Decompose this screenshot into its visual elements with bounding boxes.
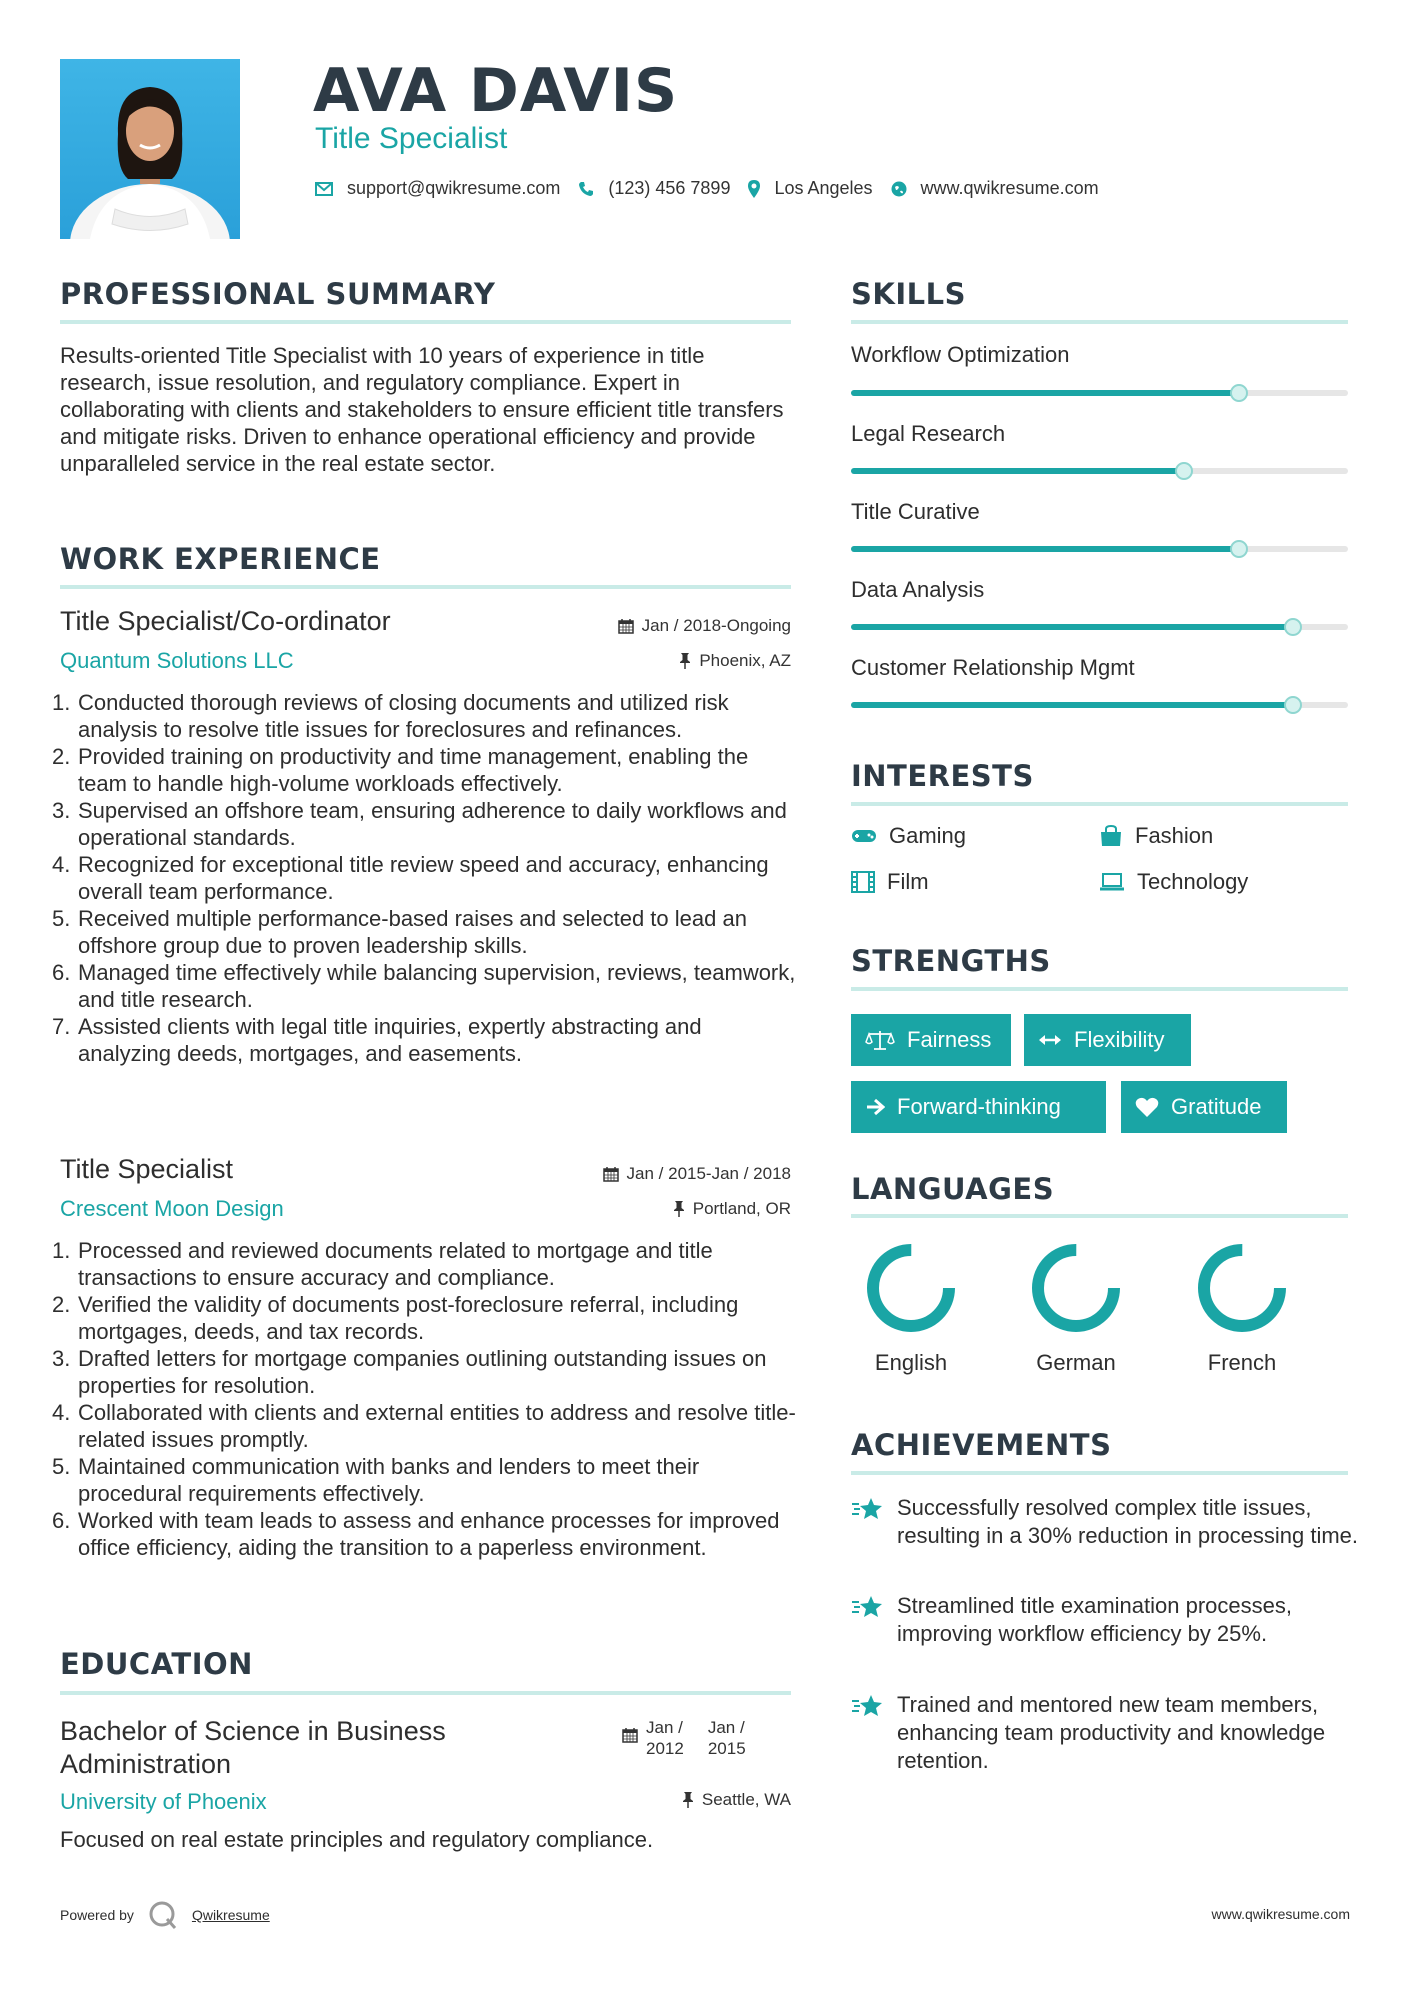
globe-icon (891, 181, 907, 197)
languages-heading: LANGUAGES (851, 1172, 1055, 1206)
calendar-icon (603, 1166, 619, 1182)
list-item: 3. Drafted letters for mortgage companies outlining outstanding issues on properties for resolution. (52, 1346, 767, 1398)
language-gauge-arc (1038, 1250, 1114, 1326)
interest-item (851, 869, 929, 895)
achievements-divider (851, 1471, 1348, 1475)
education-school[interactable]: University of Phoenix (60, 1789, 267, 1814)
list-item: 3. Supervised an offshore team, ensuring adherence to daily workflows and operational standards. (52, 798, 787, 850)
pushpin-icon (682, 1792, 694, 1808)
bullet-text: Assisted clients with legal title inquiries, expertly abstracting and analyzing deeds, mortgages, and easements. (78, 1014, 702, 1066)
list-item: 4. Recognized for exceptional title review speed and accuracy, enhancing overall team performance. (52, 852, 769, 904)
phone-icon (578, 181, 594, 197)
languages-divider (851, 1214, 1348, 1218)
summary-divider (60, 320, 791, 324)
job-company[interactable]: Crescent Moon Design (60, 1196, 284, 1221)
bullet-text: Recognized for exceptional title review speed and accuracy, enhancing overall team performance. (78, 852, 769, 904)
bullet-text: Worked with team leads to assess and enhance processes for improved office efficiency, aiding the transition to a paperless environment. (78, 1508, 780, 1560)
heart-icon (1135, 1096, 1159, 1118)
achievement-text: Successfully resolved complex title issues, resulting in a 30% reduction in processing time. (897, 1495, 1359, 1548)
job-dates-text: Jan / 2018-Ongoing (641, 616, 791, 635)
language-label: French (1207, 1350, 1277, 1375)
job-location-text: Phoenix, AZ (699, 651, 791, 670)
shooting-star-icon (851, 1496, 883, 1522)
map-pin-icon (748, 180, 760, 198)
bullet-text: Provided training on productivity and time management, enabling the team to handle high-volume workloads effectively. (78, 744, 749, 796)
pushpin-icon (673, 1201, 685, 1217)
interests-heading: INTERESTS (851, 759, 1034, 793)
education-location (682, 1790, 791, 1810)
location-text: Los Angeles (774, 178, 873, 198)
interest-item (851, 823, 966, 849)
degree-line-1: Bachelor of Science in Business (60, 1716, 446, 1746)
contact-website[interactable] (891, 178, 1099, 199)
skill-bar-fill (851, 390, 1239, 396)
phone-text: (123) 456 7899 (608, 178, 731, 198)
experience-heading: WORK EXPERIENCE (60, 542, 381, 576)
skill-bar-knob (1284, 696, 1302, 714)
list-item: 2. Provided training on productivity and time management, enabling the team to handle high-volume workloads effectively. (52, 744, 749, 796)
strengths-divider (851, 987, 1348, 991)
qwikresume-logo-icon (148, 1900, 178, 1930)
strength-label: Flexibility (1074, 1027, 1165, 1052)
strength-badge (851, 1081, 1106, 1133)
bullet-text: Conducted thorough reviews of closing documents and utilized risk analysis to resolve title issues for foreclosures and refinances. (78, 690, 729, 742)
skill-bar-knob (1284, 618, 1302, 636)
language-gauge-arc (1204, 1250, 1280, 1326)
skill-label: Data Analysis (851, 577, 985, 602)
strength-badge (1121, 1081, 1287, 1133)
skill-bar-knob (1230, 384, 1248, 402)
skill-bar-fill (851, 546, 1239, 552)
education-start (646, 1717, 684, 1759)
job-bullets (52, 689, 800, 1067)
education-dates (622, 1717, 746, 1759)
list-item: 6. Worked with team leads to assess and enhance processes for improved office efficiency, aiding the transition to a paperless environment. (52, 1508, 780, 1560)
skill-bar (851, 468, 1348, 474)
calendar-icon (618, 618, 634, 634)
achievement-text: Streamlined title examination processes, improving workflow efficiency by 25%. (897, 1593, 1292, 1646)
job-location (673, 1199, 791, 1219)
interest-label: Technology (1137, 869, 1249, 894)
powered-by-text: Powered by (60, 1907, 134, 1923)
list-item: 7. Assisted clients with legal title inquiries, expertly abstracting and analyzing deeds, mortgages, and easements. (52, 1014, 702, 1066)
contact-bar (315, 178, 1117, 199)
shopping-bag-icon (1099, 825, 1123, 847)
job-company[interactable]: Quantum Solutions LLC (60, 648, 294, 673)
bullet-text: Drafted letters for mortgage companies outlining outstanding issues on properties for resolution. (78, 1346, 767, 1398)
list-item: 1. Conducted thorough reviews of closing documents and utilized risk analysis to resolve title issues for foreclosures and refinances. (52, 690, 729, 742)
envelope-icon (315, 182, 333, 196)
skill-bar-fill (851, 624, 1293, 630)
arrows-horizontal-icon (1038, 1033, 1062, 1047)
bullet-text: Verified the validity of documents post-foreclosure referral, including mortgages, deeds, and tax records. (78, 1292, 739, 1344)
strength-label: Forward-thinking (897, 1094, 1061, 1119)
skills-heading: SKILLS (851, 277, 966, 311)
language-item (1177, 1240, 1307, 1376)
achievement-item (851, 1691, 1361, 1775)
list-item: 5. Maintained communication with banks and lenders to meet their procedural requirements effectively. (52, 1454, 700, 1506)
language-label: English (874, 1350, 948, 1375)
interest-item (1099, 823, 1213, 849)
language-gauge (863, 1240, 959, 1336)
website-text: www.qwikresume.com (920, 178, 1099, 198)
achievement-text: Trained and mentored new team members, enhancing team productivity and knowledge retention. (897, 1692, 1326, 1773)
achievements-heading: ACHIEVEMENTS (851, 1428, 1112, 1462)
bullet-text: Maintained communication with banks and lenders to meet their procedural requirements effectively. (78, 1454, 700, 1506)
skill-label: Legal Research (851, 421, 1006, 446)
contact-location (748, 178, 872, 199)
list-item: 1. Processed and reviewed documents related to mortgage and title transactions to ensure accuracy and compliance. (52, 1238, 713, 1290)
language-label: German (1036, 1350, 1116, 1375)
education-divider (60, 1691, 791, 1695)
email-text: support@qwikresume.com (347, 178, 561, 198)
education-end (708, 1717, 746, 1759)
skill-bar (851, 702, 1348, 708)
balance-scale-icon (865, 1029, 895, 1051)
contact-email[interactable] (315, 178, 560, 199)
language-gauge (1194, 1240, 1290, 1336)
profile-photo (60, 59, 240, 239)
education-heading: EDUCATION (60, 1647, 253, 1681)
skill-label: Title Curative (851, 499, 980, 524)
strength-badge (851, 1014, 1011, 1066)
list-item: 5. Received multiple performance-based raises and selected to lead an offshore group due to proven leadership skills. (52, 906, 747, 958)
skill-bar (851, 390, 1348, 396)
skill-bar-knob (1175, 462, 1193, 480)
interest-item (1099, 869, 1248, 895)
achievement-item (851, 1494, 1361, 1550)
strength-label: Gratitude (1171, 1094, 1262, 1119)
job-location-text: Portland, OR (692, 1199, 791, 1218)
bullet-text: Received multiple performance-based raises and selected to lead an offshore group due to proven leadership skills. (78, 906, 747, 958)
degree-title (60, 1715, 446, 1781)
achievement-item (851, 1592, 1361, 1648)
bullet-text: Collaborated with clients and external entities to address and resolve title-related issues promptly. (78, 1400, 796, 1452)
list-item: 2. Verified the validity of documents post-foreclosure referral, including mortgages, deeds, and tax records. (52, 1292, 739, 1344)
job-location (679, 651, 791, 671)
job-title: Title Specialist (60, 1154, 234, 1184)
bullet-text: Supervised an offshore team, ensuring adherence to daily workflows and operational standards. (78, 798, 787, 850)
interest-label: Fashion (1135, 823, 1214, 848)
interests-divider (851, 802, 1348, 806)
skill-label: Customer Relationship Mgmt (851, 655, 1135, 680)
strengths-heading: STRENGTHS (851, 944, 1051, 978)
footer-powered-by (60, 1900, 270, 1930)
skill-label: Workflow Optimization (851, 342, 1070, 367)
contact-phone[interactable] (578, 178, 730, 199)
candidate-title: Title Specialist (315, 122, 508, 155)
language-gauge-arc (873, 1250, 949, 1326)
shooting-star-icon (851, 1594, 883, 1620)
job-dates-text: Jan / 2015-Jan / 2018 (626, 1164, 791, 1183)
list-item: 4. Collaborated with clients and external entities to address and resolve title-related issues promptly. (52, 1400, 796, 1452)
brand-link[interactable]: Qwikresume (191, 1907, 270, 1923)
experience-divider (60, 585, 791, 589)
job-title: Title Specialist/Co-ordinator (60, 606, 391, 636)
education-note: Focused on real estate principles and regulatory compliance. (60, 1827, 654, 1852)
bullet-text: Managed time effectively while balancing supervision, reviews, teamwork, and title research. (78, 960, 796, 1012)
start-year: 2012 (646, 1739, 684, 1758)
interest-label: Gaming (889, 823, 967, 848)
interest-label: Film (887, 869, 929, 894)
skill-bar (851, 624, 1348, 630)
skills-divider (851, 320, 1348, 324)
education-location-text: Seattle, WA (701, 1790, 791, 1809)
gamepad-icon (851, 828, 877, 844)
language-item (846, 1240, 976, 1376)
list-item: 6. Managed time effectively while balancing supervision, reviews, teamwork, and title research. (52, 960, 796, 1012)
language-item (1011, 1240, 1141, 1376)
degree-line-2: Administration (60, 1749, 232, 1779)
end-month: Jan / (707, 1718, 745, 1737)
candidate-name: AVA DAVIS (313, 56, 679, 126)
arrow-right-icon (865, 1098, 885, 1116)
summary-text: Results-oriented Title Specialist with 10 years of experience in title research, issue resolution, and regulatory compliance. Expert in collaborating with clients and stakeholders to ensure efficient title transfers and mitigate risks. Driven to enhance operational efficiency and provide unparalleled service in the real estate sector. (60, 343, 784, 476)
calendar-icon (622, 1727, 638, 1743)
shooting-star-icon (851, 1693, 883, 1719)
summary-heading: PROFESSIONAL SUMMARY (60, 277, 496, 311)
language-gauge (1028, 1240, 1124, 1336)
job-dates (603, 1164, 791, 1184)
skill-bar-fill (851, 468, 1184, 474)
skill-bar-fill (851, 702, 1293, 708)
laptop-icon (1099, 872, 1125, 892)
footer-website[interactable]: www.qwikresume.com (1211, 1906, 1350, 1922)
end-year: 2015 (707, 1739, 746, 1758)
skill-bar-knob (1230, 540, 1248, 558)
job-bullets (52, 1237, 800, 1561)
job-dates (618, 616, 791, 636)
strength-badge (1024, 1014, 1191, 1066)
film-icon (851, 871, 875, 893)
pushpin-icon (679, 653, 691, 669)
bullet-text: Processed and reviewed documents related to mortgage and title transactions to ensure accuracy and compliance. (78, 1238, 713, 1290)
skill-bar (851, 546, 1348, 552)
strength-label: Fairness (907, 1027, 992, 1052)
start-month: Jan / (646, 1718, 683, 1737)
